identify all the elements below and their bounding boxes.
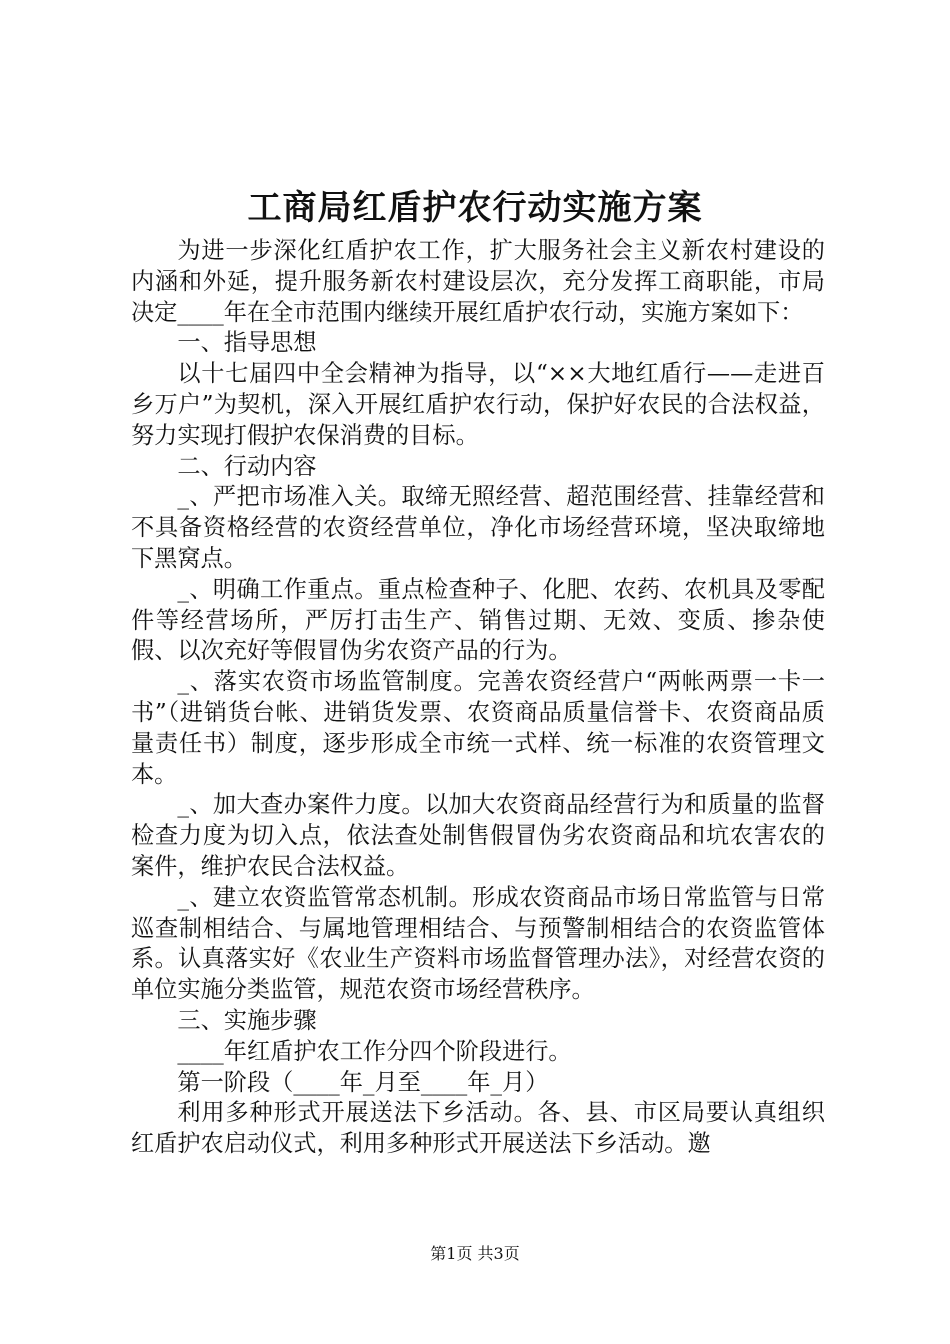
- intro-paragraph: 为进一步深化红盾护农工作，扩大服务社会主义新农村建设的内涵和外延，提升服务新农村建设层次，充分发挥工商职能，市局决定____年在全市范围内继续开展红盾护农行动，实施方案如下：: [131, 237, 825, 326]
- guiding-ideology-paragraph: 以十七届四中全会精神为指导，以“××大地红盾行——走进百乡万户”为契机，深入开展红盾护农行动，保护好农民的合法权益，努力实现打假护农保消费的目标。: [131, 360, 825, 449]
- section-heading-implementation-steps: 三、实施步骤: [177, 1006, 317, 1034]
- stages-overview-paragraph: ____年红盾护农工作分四个阶段进行。: [177, 1037, 572, 1065]
- action-item-supervision-system: _、落实农资市场监管制度。完善农资经营户“两帐两票一卡一书”（进销货台帐、进销货发票、农资商品质量信誉卡、农资商品质量责任书）制度，逐步形成全市统一式样、统一标准的农资管理文本。: [131, 668, 825, 788]
- document-body: [131, 236, 825, 1160]
- stage-one-paragraph: 利用多种形式开展送法下乡活动。各、县、市区局要认真组织红盾护农启动仪式，利用多种形式开展送法下乡活动。邀: [131, 1099, 825, 1158]
- action-item-case-handling: _、加大查办案件力度。以加大农资商品经营行为和质量的监督检查力度为切入点，依法查处制售假冒伪劣农资商品和坑农害农的案件，维护农民合法权益。: [131, 791, 825, 880]
- action-item-work-focus: _、明确工作重点。重点检查种子、化肥、农药、农机具及零配件等经营场所，严厉打击生产、销售过期、无效、变质、掺杂使假、以次充好等假冒伪劣农资产品的行为。: [131, 575, 825, 665]
- page-number-footer: 第1页 共3页: [430, 1244, 520, 1263]
- stage-one-heading: 第一阶段（____年_月至____年_月）: [177, 1068, 549, 1096]
- action-item-market-access: _、严把市场准入关。取缔无照经营、超范围经营、挂靠经营和不具备资格经营的农资经营单位，净化市场经营环境，坚决取缔地下黑窝点。: [131, 483, 825, 572]
- document-title: 工商局红盾护农行动实施方案: [247, 188, 703, 228]
- section-heading-action-content: 二、行动内容: [177, 452, 317, 480]
- action-item-regular-mechanism: _、建立农资监管常态机制。形成农资商品市场日常监管与日常巡查制相结合、与属地管理相结合、与预警制相结合的农资监管体系。认真落实好《农业生产资料市场监督管理办法》，对经营农资的单位实施分类监管，规范农资市场经营秩序。: [131, 883, 825, 1004]
- section-heading-guiding-ideology: 一、指导思想: [177, 329, 317, 357]
